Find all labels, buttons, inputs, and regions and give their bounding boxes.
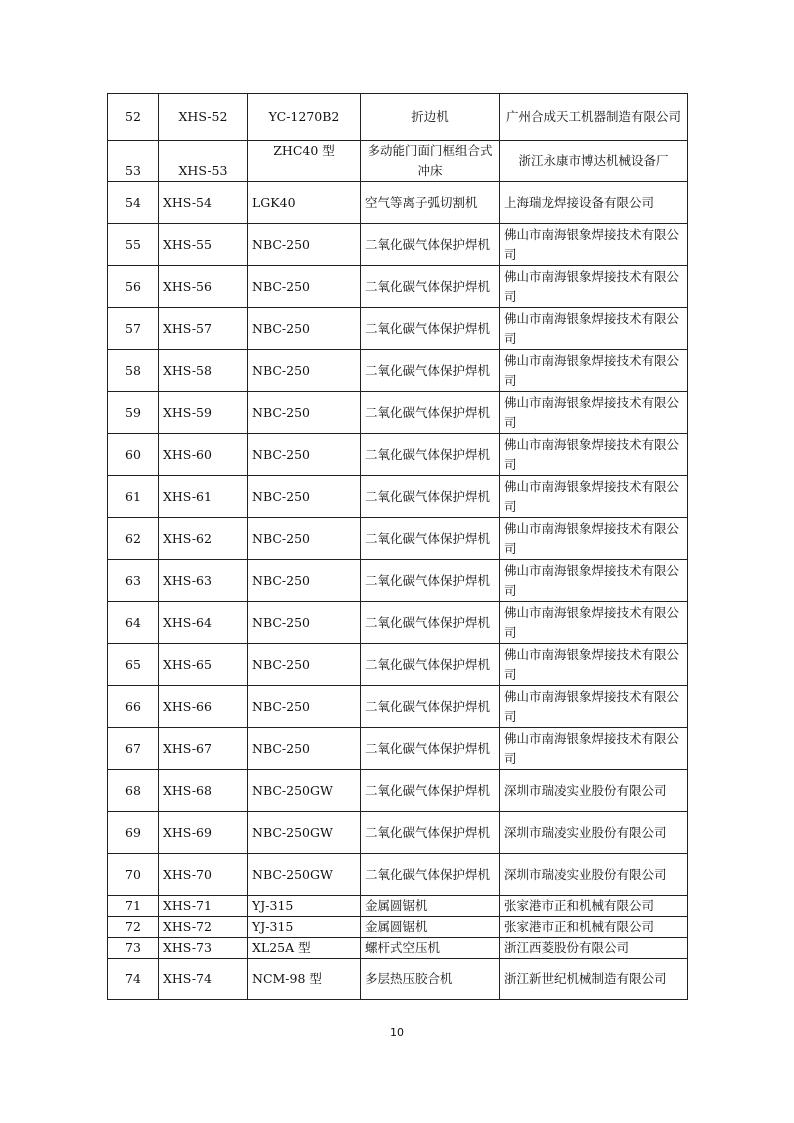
manufacturer: 佛山市南海银象焊接技术有限公司 xyxy=(500,224,688,266)
manufacturer: 深圳市瑞凌实业股份有限公司 xyxy=(500,854,688,896)
equipment-name: 金属圆锯机 xyxy=(361,896,500,917)
equipment-name: 二氧化碳气体保护焊机 xyxy=(361,518,500,560)
equipment-code: XHS-57 xyxy=(159,308,248,350)
equipment-name: 螺杆式空压机 xyxy=(361,938,500,959)
equipment-code: XHS-74 xyxy=(159,959,248,1000)
equipment-code: XHS-54 xyxy=(159,182,248,224)
table-row xyxy=(108,854,688,896)
table-row xyxy=(108,224,688,266)
equipment-name: 二氧化碳气体保护焊机 xyxy=(361,686,500,728)
table-row xyxy=(108,266,688,308)
row-number: 69 xyxy=(108,812,159,854)
equipment-code: XHS-71 xyxy=(159,896,248,917)
table-row xyxy=(108,917,688,938)
table-row xyxy=(108,560,688,602)
table-row xyxy=(108,141,688,182)
equipment-name: 二氧化碳气体保护焊机 xyxy=(361,350,500,392)
equipment-model: NBC-250GW xyxy=(248,812,361,854)
manufacturer: 张家港市正和机械有限公司 xyxy=(500,896,688,917)
manufacturer: 浙江新世纪机械制造有限公司 xyxy=(500,959,688,1000)
equipment-code: XHS-53 xyxy=(159,141,248,182)
row-number: 73 xyxy=(108,938,159,959)
manufacturer: 张家港市正和机械有限公司 xyxy=(500,917,688,938)
row-number: 74 xyxy=(108,959,159,1000)
equipment-model: NBC-250 xyxy=(248,644,361,686)
equipment-table-body xyxy=(108,94,688,1000)
table-row xyxy=(108,182,688,224)
row-number: 72 xyxy=(108,917,159,938)
equipment-name: 二氧化碳气体保护焊机 xyxy=(361,266,500,308)
row-number: 53 xyxy=(108,141,159,182)
table-row xyxy=(108,602,688,644)
equipment-model: NBC-250 xyxy=(248,476,361,518)
row-number: 71 xyxy=(108,896,159,917)
equipment-name: 金属圆锯机 xyxy=(361,917,500,938)
equipment-name: 多动能门面门框组合式冲床 xyxy=(361,141,500,182)
manufacturer: 佛山市南海银象焊接技术有限公司 xyxy=(500,686,688,728)
row-number: 64 xyxy=(108,602,159,644)
table-row xyxy=(108,959,688,1000)
equipment-model: NBC-250 xyxy=(248,434,361,476)
equipment-code: XHS-59 xyxy=(159,392,248,434)
table-row xyxy=(108,94,688,141)
equipment-name: 二氧化碳气体保护焊机 xyxy=(361,434,500,476)
manufacturer: 佛山市南海银象焊接技术有限公司 xyxy=(500,266,688,308)
equipment-code: XHS-70 xyxy=(159,854,248,896)
equipment-code: XHS-52 xyxy=(159,94,248,141)
table-row xyxy=(108,770,688,812)
table-row xyxy=(108,896,688,917)
row-number: 55 xyxy=(108,224,159,266)
equipment-model: NBC-250 xyxy=(248,728,361,770)
manufacturer: 佛山市南海银象焊接技术有限公司 xyxy=(500,392,688,434)
equipment-code: XHS-72 xyxy=(159,917,248,938)
equipment-name: 多层热压胶合机 xyxy=(361,959,500,1000)
row-number: 67 xyxy=(108,728,159,770)
equipment-name: 二氧化碳气体保护焊机 xyxy=(361,770,500,812)
equipment-code: XHS-65 xyxy=(159,644,248,686)
manufacturer: 佛山市南海银象焊接技术有限公司 xyxy=(500,728,688,770)
table-row xyxy=(108,476,688,518)
row-number: 66 xyxy=(108,686,159,728)
equipment-model: NBC-250GW xyxy=(248,770,361,812)
manufacturer: 浙江西菱股份有限公司 xyxy=(500,938,688,959)
equipment-model: NBC-250 xyxy=(248,518,361,560)
equipment-model: LGK40 xyxy=(248,182,361,224)
manufacturer: 佛山市南海银象焊接技术有限公司 xyxy=(500,434,688,476)
row-number: 70 xyxy=(108,854,159,896)
equipment-name: 二氧化碳气体保护焊机 xyxy=(361,392,500,434)
equipment-name: 空气等离子弧切割机 xyxy=(361,182,500,224)
equipment-model: NCM-98 型 xyxy=(248,959,361,1000)
manufacturer: 佛山市南海银象焊接技术有限公司 xyxy=(500,308,688,350)
row-number: 68 xyxy=(108,770,159,812)
table-row xyxy=(108,392,688,434)
equipment-model: NBC-250 xyxy=(248,392,361,434)
equipment-code: XHS-73 xyxy=(159,938,248,959)
equipment-code: XHS-69 xyxy=(159,812,248,854)
manufacturer: 佛山市南海银象焊接技术有限公司 xyxy=(500,560,688,602)
equipment-model: YJ-315 xyxy=(248,917,361,938)
equipment-code: XHS-56 xyxy=(159,266,248,308)
row-number: 54 xyxy=(108,182,159,224)
equipment-name: 二氧化碳气体保护焊机 xyxy=(361,476,500,518)
equipment-name: 折边机 xyxy=(361,94,500,141)
equipment-name: 二氧化碳气体保护焊机 xyxy=(361,602,500,644)
equipment-model: NBC-250 xyxy=(248,266,361,308)
manufacturer: 佛山市南海银象焊接技术有限公司 xyxy=(500,350,688,392)
row-number: 61 xyxy=(108,476,159,518)
equipment-code: XHS-66 xyxy=(159,686,248,728)
manufacturer: 佛山市南海银象焊接技术有限公司 xyxy=(500,518,688,560)
table-row xyxy=(108,686,688,728)
equipment-model: NBC-250 xyxy=(248,224,361,266)
equipment-name: 二氧化碳气体保护焊机 xyxy=(361,224,500,266)
equipment-model: NBC-250 xyxy=(248,350,361,392)
equipment-model: NBC-250 xyxy=(248,308,361,350)
equipment-model: NBC-250GW xyxy=(248,854,361,896)
equipment-name: 二氧化碳气体保护焊机 xyxy=(361,560,500,602)
equipment-name: 二氧化碳气体保护焊机 xyxy=(361,812,500,854)
equipment-name: 二氧化碳气体保护焊机 xyxy=(361,308,500,350)
row-number: 52 xyxy=(108,94,159,141)
row-number: 59 xyxy=(108,392,159,434)
table-row xyxy=(108,350,688,392)
row-number: 57 xyxy=(108,308,159,350)
equipment-table xyxy=(107,93,688,1000)
table-row xyxy=(108,812,688,854)
equipment-code: XHS-60 xyxy=(159,434,248,476)
row-number: 62 xyxy=(108,518,159,560)
manufacturer: 浙江永康市博达机械设备厂 xyxy=(500,141,688,182)
equipment-model: YC-1270B2 xyxy=(248,94,361,141)
equipment-model: ZHC40 型 xyxy=(248,141,361,182)
equipment-code: XHS-55 xyxy=(159,224,248,266)
table-row xyxy=(108,434,688,476)
equipment-name: 二氧化碳气体保护焊机 xyxy=(361,644,500,686)
table-row xyxy=(108,308,688,350)
manufacturer: 佛山市南海银象焊接技术有限公司 xyxy=(500,602,688,644)
page-number: 10 xyxy=(390,1026,404,1039)
equipment-name: 二氧化碳气体保护焊机 xyxy=(361,854,500,896)
equipment-code: XHS-61 xyxy=(159,476,248,518)
equipment-code: XHS-67 xyxy=(159,728,248,770)
manufacturer: 深圳市瑞凌实业股份有限公司 xyxy=(500,770,688,812)
manufacturer: 深圳市瑞凌实业股份有限公司 xyxy=(500,812,688,854)
table-row xyxy=(108,644,688,686)
equipment-name: 二氧化碳气体保护焊机 xyxy=(361,728,500,770)
table-row xyxy=(108,938,688,959)
table-row xyxy=(108,728,688,770)
equipment-code: XHS-64 xyxy=(159,602,248,644)
equipment-code: XHS-58 xyxy=(159,350,248,392)
row-number: 58 xyxy=(108,350,159,392)
row-number: 60 xyxy=(108,434,159,476)
equipment-model: YJ-315 xyxy=(248,896,361,917)
equipment-model: NBC-250 xyxy=(248,686,361,728)
manufacturer: 佛山市南海银象焊接技术有限公司 xyxy=(500,476,688,518)
equipment-model: NBC-250 xyxy=(248,602,361,644)
manufacturer: 上海瑞龙焊接设备有限公司 xyxy=(500,182,688,224)
row-number: 65 xyxy=(108,644,159,686)
row-number: 63 xyxy=(108,560,159,602)
table-row xyxy=(108,518,688,560)
equipment-model: NBC-250 xyxy=(248,560,361,602)
manufacturer: 佛山市南海银象焊接技术有限公司 xyxy=(500,644,688,686)
manufacturer: 广州合成天工机器制造有限公司 xyxy=(500,94,688,141)
equipment-model: XL25A 型 xyxy=(248,938,361,959)
equipment-code: XHS-63 xyxy=(159,560,248,602)
equipment-code: XHS-68 xyxy=(159,770,248,812)
row-number: 56 xyxy=(108,266,159,308)
equipment-code: XHS-62 xyxy=(159,518,248,560)
